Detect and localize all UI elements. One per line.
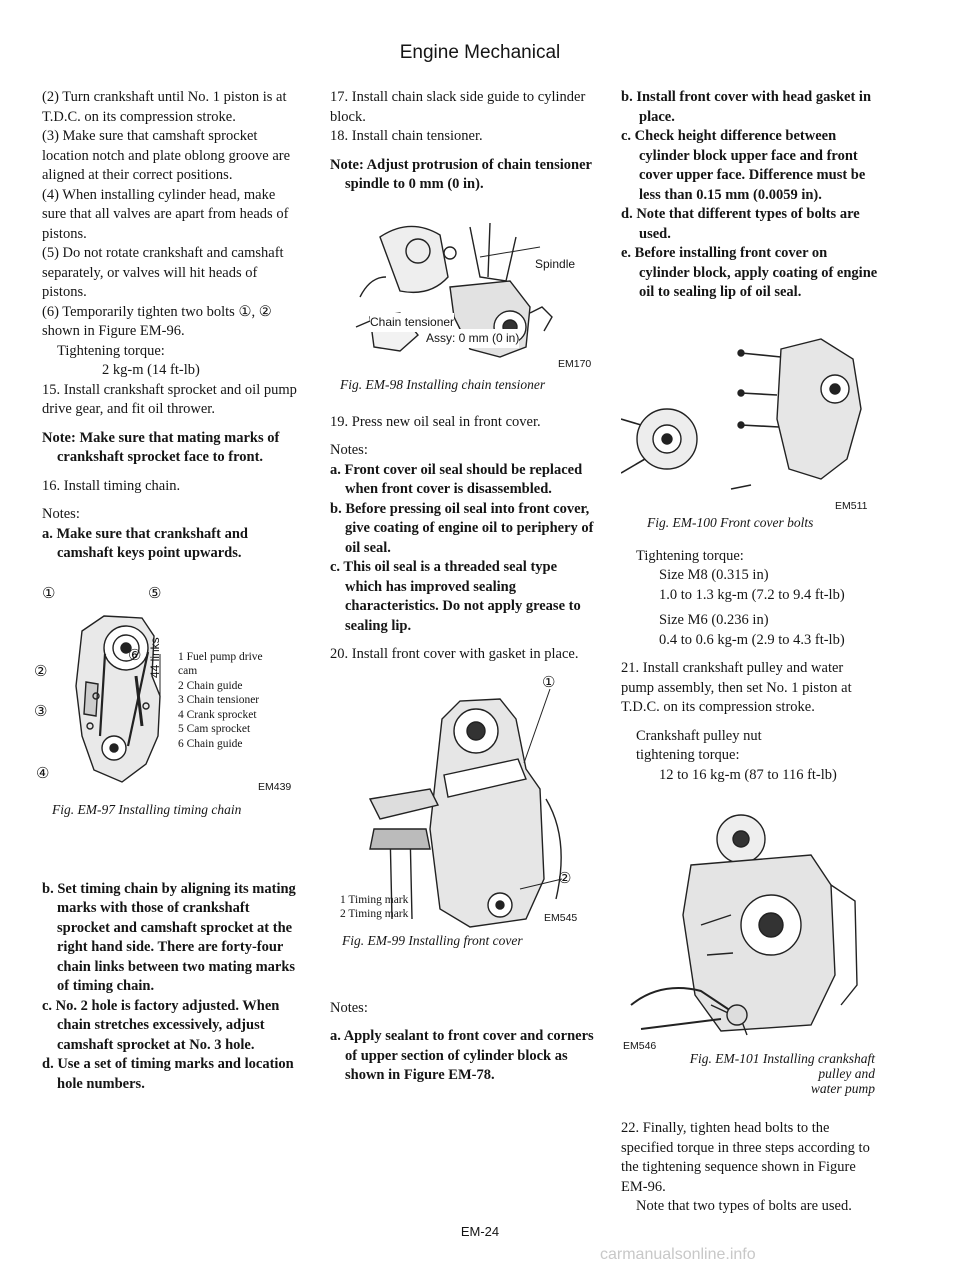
column-right xyxy=(621,88,879,1217)
step-22: 22. Finally, tighten head bolts to the specified torque in three steps according to the tightening sequence shown in Figure EM-96. xyxy=(621,1120,870,1195)
legend-item: 6 Chain guide xyxy=(178,737,243,750)
step-2: (2) Turn crankshaft until No. 1 piston is at T.D.C. on its compression stroke. xyxy=(42,89,287,125)
m6-value: 0.4 to 0.6 kg-m (2.9 to 4.3 ft-lb) xyxy=(659,631,845,648)
note-c: c. This oil seal is a threaded seal type which has improved sealing characteristics. Do not apply grease to sealing lip. xyxy=(330,559,581,634)
page-header: Engine Mechanical xyxy=(399,42,561,63)
figure-legend xyxy=(178,650,263,752)
caption-line: pulley and xyxy=(818,1066,875,1081)
column-left xyxy=(34,88,298,1094)
m6-label: Size M6 (0.236 in) xyxy=(659,612,769,628)
legend-item: cam xyxy=(178,665,198,677)
figure-caption: Fig. EM-97 Installing timing chain xyxy=(52,801,242,817)
pulley-value: 12 to 16 kg-m (87 to 116 ft-lb) xyxy=(659,766,837,783)
step-19: 19. Press new oil seal in front cover. xyxy=(330,413,541,430)
legend-item: 4 Crank sprocket xyxy=(178,708,257,721)
figure-em100 xyxy=(621,329,879,535)
step-15: 15. Install crankshaft sprocket and oil pump drive gear, and fit oil thrower. xyxy=(42,381,297,417)
step-20: 20. Install front cover with gasket in place. xyxy=(330,646,579,662)
note-a: a. Front cover oil seal should be replaced when front cover is disassembled. xyxy=(330,461,583,497)
note-d: d. Use a set of timing marks and location hole numbers. xyxy=(42,1056,294,1092)
step-22-note: Note that two types of bolts are used. xyxy=(636,1198,852,1214)
callout-1: ① xyxy=(42,584,56,602)
callout-3: ③ xyxy=(34,702,48,720)
note-b: b. Set timing chain by aligning its mating marks with those of crankshaft sprocket and camshaft sprocket at the right hand side. There are forty-four chain links between two mating marks of timing chain. xyxy=(42,880,296,994)
figure-caption: Fig. EM-98 Installing chain tensioner xyxy=(340,376,546,392)
callout-5: ⑤ xyxy=(148,584,162,602)
step-18: 18. Install chain tensioner. xyxy=(330,128,483,144)
note-c: c. Check height difference between cylinder block upper face and front cover upper face. Difference must be less than 0.15 mm (0.0059 in). xyxy=(621,128,866,203)
figure-caption: Fig. EM-100 Front cover bolts xyxy=(647,514,814,530)
notes-label: Notes: xyxy=(42,506,80,522)
torque-label: Tightening torque: xyxy=(636,547,744,564)
callout-6: ⑥ xyxy=(128,646,142,664)
note-d: d. Note that different types of bolts are used. xyxy=(621,206,860,242)
note-18: Note: Adjust protrusion of chain tensioner spindle to 0 mm (0 in). xyxy=(330,156,592,192)
step-17: 17. Install chain slack side guide to cylinder block. xyxy=(330,89,586,125)
step-16: 16. Install timing chain. xyxy=(42,477,181,494)
figure-em97 xyxy=(34,584,298,848)
note-e: e. Before installing front cover on cylinder block, apply coating of engine oil to sealing lip of oil seal. xyxy=(621,245,878,300)
links-label: 44 links xyxy=(148,636,162,678)
figure-caption: Fig. EM-99 Installing front cover xyxy=(342,932,523,948)
m8-label: Size M8 (0.315 in) xyxy=(659,567,769,583)
legend-item: 1 Fuel pump drive xyxy=(178,650,263,663)
legend-item: 1 Timing mark xyxy=(340,893,409,906)
watermark: carmanualsonline.info xyxy=(600,1246,756,1263)
note-b: b. Before pressing oil seal into front cover, give coating of engine oil to periphery of oil seal. xyxy=(330,500,594,556)
figure-code: EM546 xyxy=(623,1040,657,1052)
notes-label: Notes: xyxy=(330,442,368,458)
legend-item: 3 Chain tensioner xyxy=(178,694,260,706)
spindle-label: Spindle xyxy=(535,255,575,275)
callout-2: ② xyxy=(558,869,572,887)
m8-value: 1.0 to 1.3 kg-m (7.2 to 9.4 ft-lb) xyxy=(659,586,845,603)
step-3: (3) Make sure that camshaft sprocket location notch and plate oblong groove are aligned at their correct positions. xyxy=(42,128,291,183)
figure-legend xyxy=(340,893,408,922)
figure-em99 xyxy=(330,673,594,961)
pulley-label-1: Crankshaft pulley nut xyxy=(636,727,762,744)
note2-a: a. Apply sealant to front cover and corners of upper section of cylinder block as shown in Figure EM-78. xyxy=(330,1028,594,1083)
note-b: b. Install front cover with head gasket in place. xyxy=(621,89,872,125)
pulley-label-2: tightening torque: xyxy=(636,747,740,763)
note-a: a. Make sure that crankshaft and camshaft keys point upwards. xyxy=(42,525,248,561)
callout-1: ① xyxy=(542,673,556,691)
callout-4: ④ xyxy=(36,764,50,782)
front-cover-bolts-diagram xyxy=(621,329,879,509)
tensioner-label: Chain tensioner xyxy=(370,313,454,333)
note-c: c. No. 2 hole is factory adjusted. When chain stretches excessively, adjust camshaft sprocket at No. 3 hole. xyxy=(42,997,280,1053)
callout-2: ② xyxy=(34,662,48,680)
column-middle xyxy=(330,88,594,1086)
step-6: (6) Temporarily tighten two bolts ①, ② shown in Figure EM-96. xyxy=(42,303,272,339)
step-5: (5) Do not rotate crankshaft and camshaft separately, or valves will hit heads of pistons. xyxy=(42,245,284,300)
pulley-install-diagram xyxy=(621,805,879,1041)
step-21: 21. Install crankshaft pulley and water pump assembly, then set No. 1 piston at T.D.C. on its compression stroke. xyxy=(621,660,852,715)
figure-em98 xyxy=(330,217,594,395)
caption-line: water pump xyxy=(810,1081,875,1096)
legend-item: 2 Timing mark xyxy=(340,908,409,920)
torque-value: 2 kg-m (14 ft-lb) xyxy=(102,362,200,378)
step-4: (4) When installing cylinder head, make sure that all valves are apart from heads of pistons. xyxy=(42,186,289,242)
assy-label: Assy: 0 mm (0 in) xyxy=(426,329,519,349)
notes2-label: Notes: xyxy=(330,999,368,1016)
figure-em101 xyxy=(621,805,879,1095)
figure-code: EM545 xyxy=(544,911,578,924)
figure-code: EM511 xyxy=(835,499,868,512)
figure-code: EM170 xyxy=(558,357,592,370)
note-15: Note: Make sure that mating marks of crankshaft sprocket face to front. xyxy=(42,429,280,465)
caption-line: Fig. EM-101 Installing crankshaft xyxy=(689,1051,875,1066)
figure-caption xyxy=(690,1051,875,1096)
legend-item: 5 Cam sprocket xyxy=(178,723,251,735)
page-number: EM-24 xyxy=(460,1224,500,1239)
legend-item: 2 Chain guide xyxy=(178,679,243,692)
torque-label: Tightening torque: xyxy=(57,342,165,359)
figure-code: EM439 xyxy=(258,780,292,793)
